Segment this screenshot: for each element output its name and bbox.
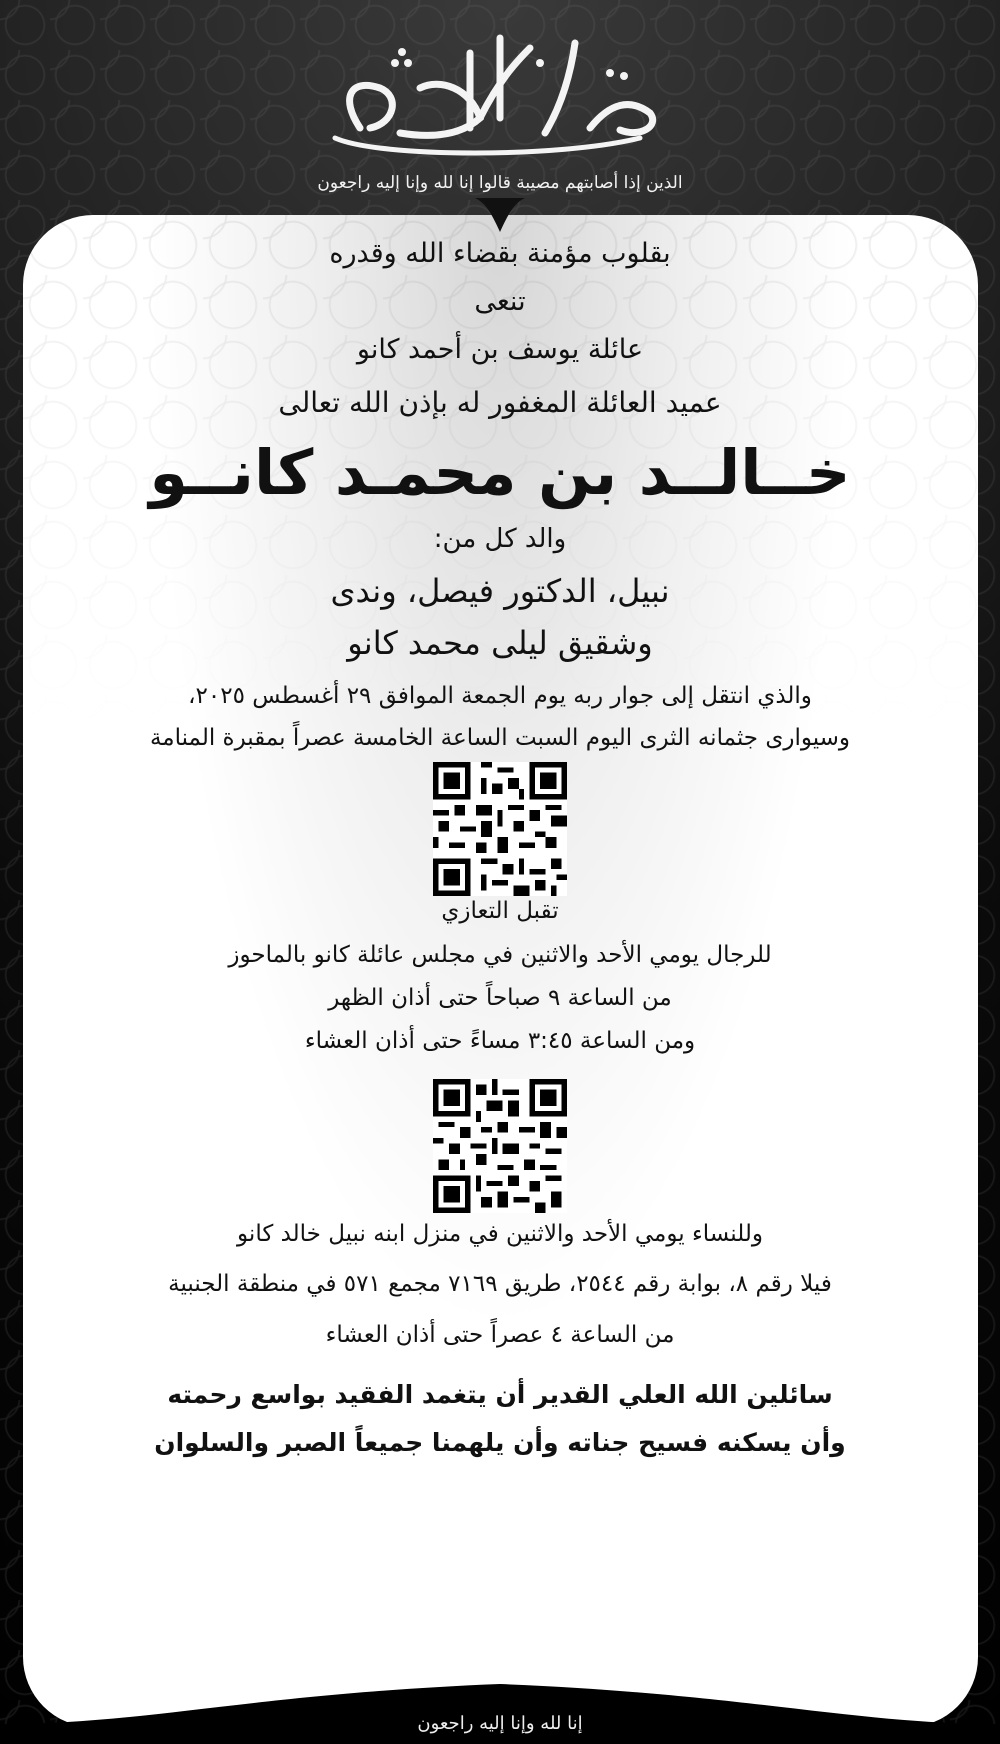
calligraphy-logo — [0, 18, 1000, 168]
intro-line: بقلوب مؤمنة بقضاء الله وقدره — [329, 238, 671, 269]
women-time-line: من الساعة ٤ عصراً حتى أذان العشاء — [325, 1322, 675, 1348]
women-condolences-line: وللنساء يومي الأحد والاثنين في منزل ابنه نبيل خالد كانو — [237, 1221, 763, 1247]
qr-code-condolences[interactable] — [433, 1079, 567, 1213]
men-condolences-line: للرجال يومي الأحد والاثنين في مجلس عائلة كانو بالماحوز — [228, 942, 772, 968]
title-line: عميد العائلة المغفور له بإذن الله تعالى — [278, 386, 722, 419]
sibling-line: وشقيق ليلى محمد كانو — [347, 624, 653, 662]
closing-line-1: سائلين الله العلي القدير أن يتغمد الفقيد بواسع رحمته — [167, 1380, 833, 1409]
header — [0, 0, 1000, 215]
footer — [0, 1684, 1000, 1744]
family-line: عائلة يوسف بن أحمد كانو — [356, 334, 644, 365]
verse-text: الذين إذا أصابتهم مصيبة قالوا إنا لله وإنا إليه راجعون — [317, 173, 683, 193]
men-time-evening: ومن الساعة ٣:٤٥ مساءً حتى أذان العشاء — [304, 1028, 696, 1054]
deceased-name: خــالــد بن محمـد كانــو — [149, 436, 851, 509]
condolences-title: تقبل التعازي — [441, 898, 559, 924]
footer-verse: إنا لله وإنا إليه راجعون — [417, 1713, 583, 1734]
qr-code-burial[interactable] — [433, 762, 567, 896]
men-time-morning: من الساعة ٩ صباحاً حتى أذان الظهر — [328, 985, 672, 1011]
closing-line-2: وأن يسكنه فسيح جناته وأن يلهمنا جميعاً الصبر والسلوان — [154, 1428, 846, 1457]
burial-line: وسيوارى جثمانه الثرى اليوم السبت الساعة الخامسة عصراً بمقبرة المنامة — [149, 725, 851, 751]
father-of-line: والد كل من: — [433, 524, 567, 554]
mourns-line: تنعى — [474, 286, 526, 317]
children-line: نبيل، الدكتور فيصل، وندى — [330, 572, 670, 610]
women-address-line: فيلا رقم ٨، بوابة رقم ٢٥٤٤، طريق ٧١٦٩ مجمع ٥٧١ في منطقة الجنبية — [168, 1271, 832, 1297]
death-date-line: والذي انتقل إلى جوار ربه يوم الجمعة الموافق ٢٩ أغسطس ٢٠٢٥، — [188, 683, 812, 709]
top-ornament — [475, 198, 525, 232]
